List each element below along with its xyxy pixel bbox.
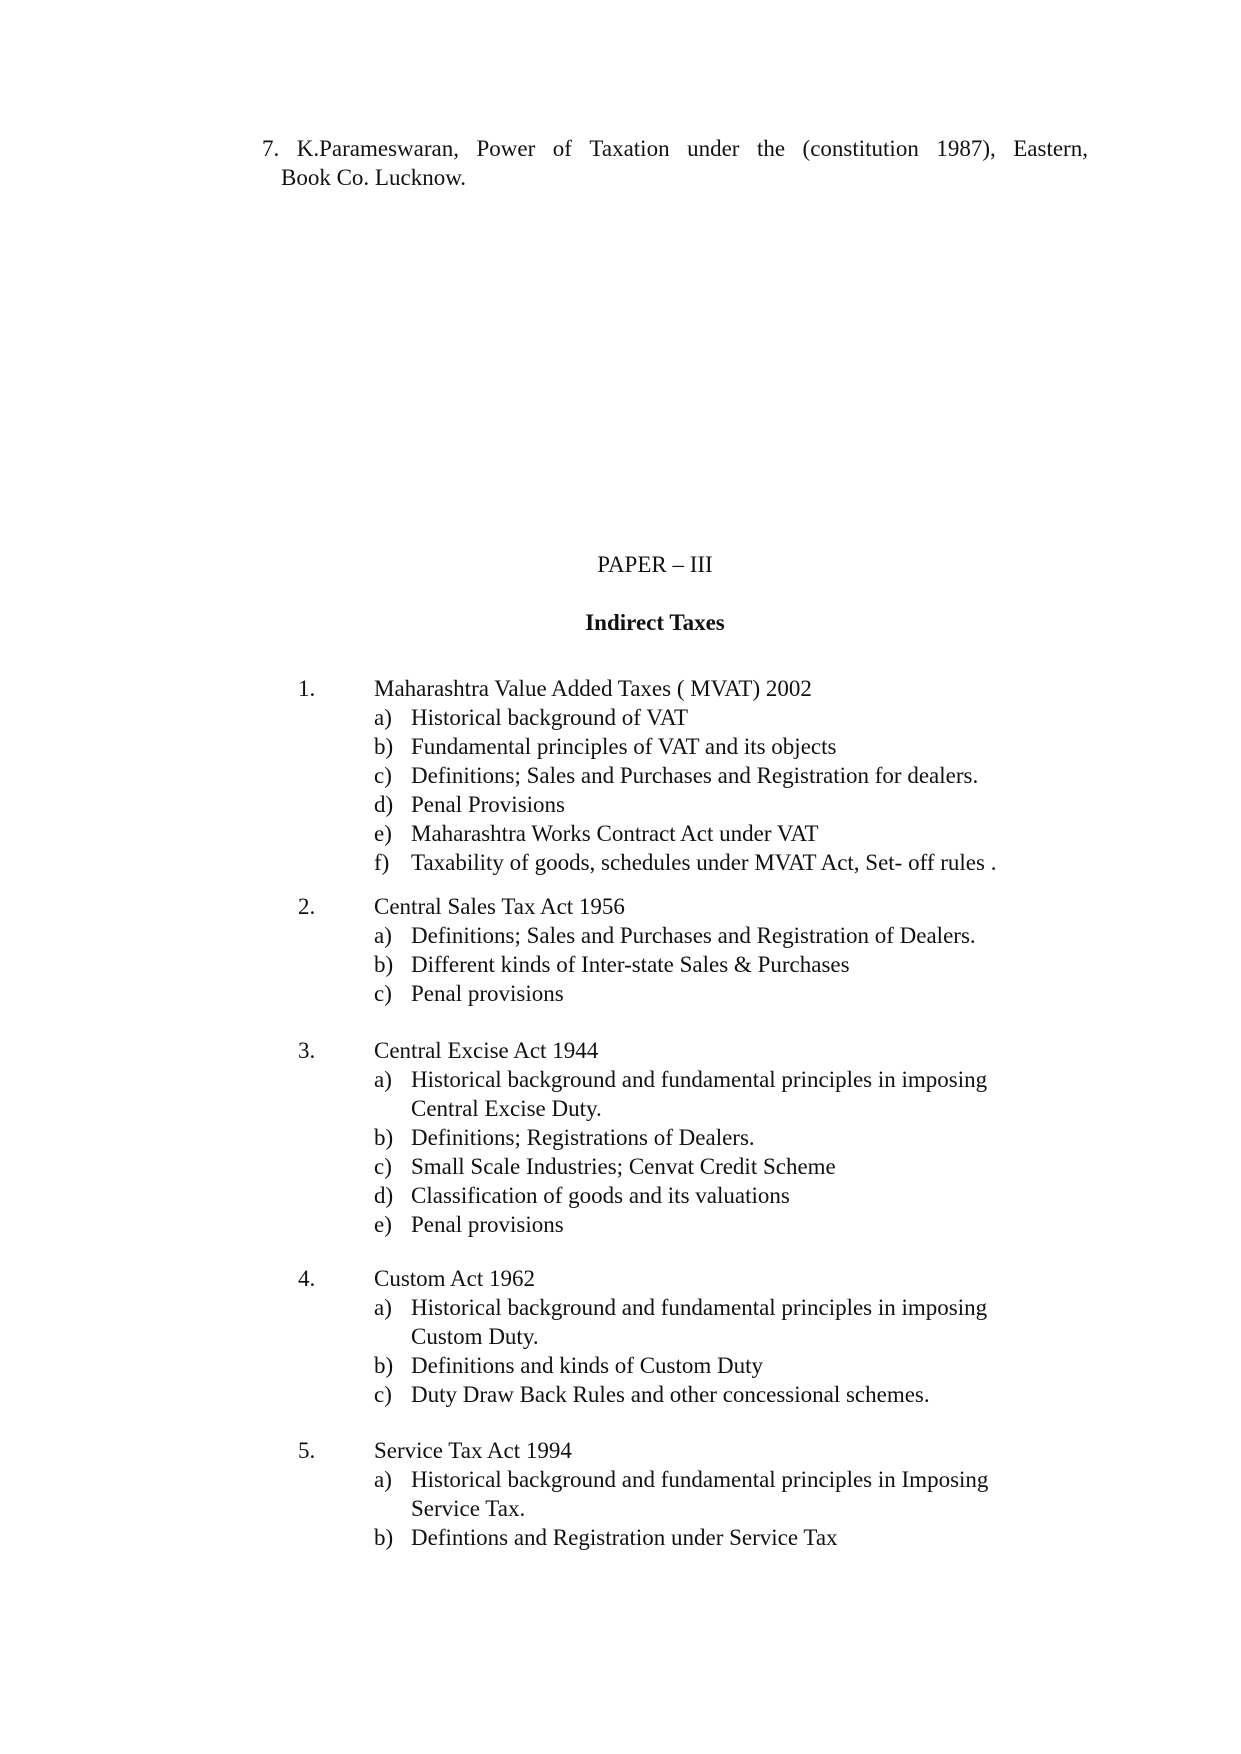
topic-heading (0, 892, 1241, 921)
reference-number: 7. (262, 136, 280, 161)
reference-line-1 (262, 134, 1088, 163)
topic-heading (0, 1436, 1241, 1465)
sub-item-letter: d) (374, 792, 394, 817)
sub-item-text: Definitions and kinds of Custom Duty (411, 1353, 764, 1378)
reference-entry (262, 134, 1088, 192)
topic-number: 2. (298, 894, 316, 919)
topic-heading (0, 674, 1241, 703)
sub-item-letter: c) (374, 1154, 392, 1179)
sub-item-text: Taxability of goods, schedules under MVAT Act, Set- off rules . (411, 850, 997, 875)
sub-item (0, 1123, 1241, 1152)
sub-item (0, 732, 1241, 761)
sub-item (0, 1152, 1241, 1181)
sub-item-text: Penal provisions (411, 1212, 564, 1237)
sub-item (0, 1293, 1241, 1351)
topic (0, 1264, 1241, 1409)
sub-item (0, 921, 1241, 950)
sub-item (0, 1465, 1241, 1523)
topic-title: Central Sales Tax Act 1956 (374, 894, 625, 919)
sub-item-letter: c) (374, 981, 392, 1006)
sub-item (0, 703, 1241, 732)
sub-item (0, 1351, 1241, 1380)
sub-item (0, 848, 1241, 877)
reference-word: Taxation (589, 136, 670, 161)
sub-item (0, 1380, 1241, 1409)
reference-word: Power (476, 136, 536, 161)
section-title: Indirect Taxes (585, 610, 725, 635)
sub-item-letter: a) (374, 1295, 392, 1320)
sub-item-text: Definitions; Sales and Purchases and Registration for dealers. (411, 763, 979, 788)
topic-title: Service Tax Act 1994 (374, 1438, 572, 1463)
sub-item-text: Classification of goods and its valuations (411, 1183, 790, 1208)
sub-item-letter: b) (374, 734, 394, 759)
sub-item-text: Historical background and fundamental principles in imposing (411, 1067, 988, 1092)
sub-item (0, 790, 1241, 819)
sub-item-letter: c) (374, 763, 392, 788)
sub-item-text: Definitions; Sales and Purchases and Registration of Dealers. (411, 923, 976, 948)
reference-word: K.Parameswaran, (296, 136, 459, 161)
topic-heading (0, 1264, 1241, 1293)
paper-title: PAPER – III (597, 552, 713, 577)
sub-item-text: Fundamental principles of VAT and its objects (411, 734, 837, 759)
reference-word: under (687, 136, 740, 161)
sub-item-letter: a) (374, 923, 392, 948)
topic (0, 892, 1241, 1008)
reference-word: the (756, 136, 786, 161)
reference-line-2: Book Co. Lucknow. (281, 165, 467, 190)
topic-number: 5. (298, 1438, 316, 1463)
sub-item-letter: b) (374, 1525, 394, 1550)
sub-item-text: Definitions; Registrations of Dealers. (411, 1125, 755, 1150)
sub-item-text: Maharashtra Works Contract Act under VAT (411, 821, 819, 846)
topic-title: Custom Act 1962 (374, 1266, 536, 1291)
sub-item-text: Historical background and fundamental principles in imposing (411, 1295, 988, 1320)
sub-item (0, 1181, 1241, 1210)
sub-item-letter: a) (374, 705, 392, 730)
reference-word: (constitution (802, 136, 919, 161)
sub-item-letter: d) (374, 1183, 394, 1208)
topic (0, 1036, 1241, 1239)
topic (0, 674, 1241, 877)
sub-item (0, 761, 1241, 790)
topic-number: 1. (298, 676, 316, 701)
reference-word: of (552, 136, 572, 161)
sub-item-text: Historical background and fundamental principles in Imposing (411, 1467, 989, 1492)
sub-item (0, 979, 1241, 1008)
topic-number: 4. (298, 1266, 316, 1291)
sub-item-letter: c) (374, 1382, 392, 1407)
sub-item-text: Different kinds of Inter-state Sales & Purchases (411, 952, 850, 977)
sub-item-text: Central Excise Duty. (411, 1096, 602, 1121)
sub-item-letter: b) (374, 1125, 394, 1150)
topic-heading (0, 1036, 1241, 1065)
sub-item-text: Defintions and Registration under Service Tax (411, 1525, 838, 1550)
sub-item-letter: f) (374, 850, 390, 875)
sub-item-letter: a) (374, 1467, 392, 1492)
sub-item-text: Custom Duty. (411, 1324, 539, 1349)
sub-item (0, 1523, 1241, 1552)
reference-word: 1987), (936, 136, 996, 161)
topic-title: Central Excise Act 1944 (374, 1038, 599, 1063)
sub-item-letter: e) (374, 1212, 392, 1237)
sub-item (0, 1210, 1241, 1239)
sub-item (0, 1065, 1241, 1123)
sub-item-text: Historical background of VAT (411, 705, 689, 730)
sub-item-text: Penal Provisions (411, 792, 565, 817)
sub-item (0, 819, 1241, 848)
sub-item-letter: b) (374, 952, 394, 977)
sub-item-letter: a) (374, 1067, 392, 1092)
sub-item-text: Small Scale Industries; Cenvat Credit Scheme (411, 1154, 836, 1179)
topic (0, 1436, 1241, 1552)
sub-item-text: Penal provisions (411, 981, 564, 1006)
sub-item (0, 950, 1241, 979)
sub-item-letter: e) (374, 821, 392, 846)
sub-item-text: Service Tax. (411, 1496, 526, 1521)
topic-number: 3. (298, 1038, 316, 1063)
sub-item-text: Duty Draw Back Rules and other concessional schemes. (411, 1382, 930, 1407)
reference-word: Eastern, (1013, 136, 1088, 161)
sub-item-letter: b) (374, 1353, 394, 1378)
topic-title: Maharashtra Value Added Taxes ( MVAT) 2002 (374, 676, 812, 701)
